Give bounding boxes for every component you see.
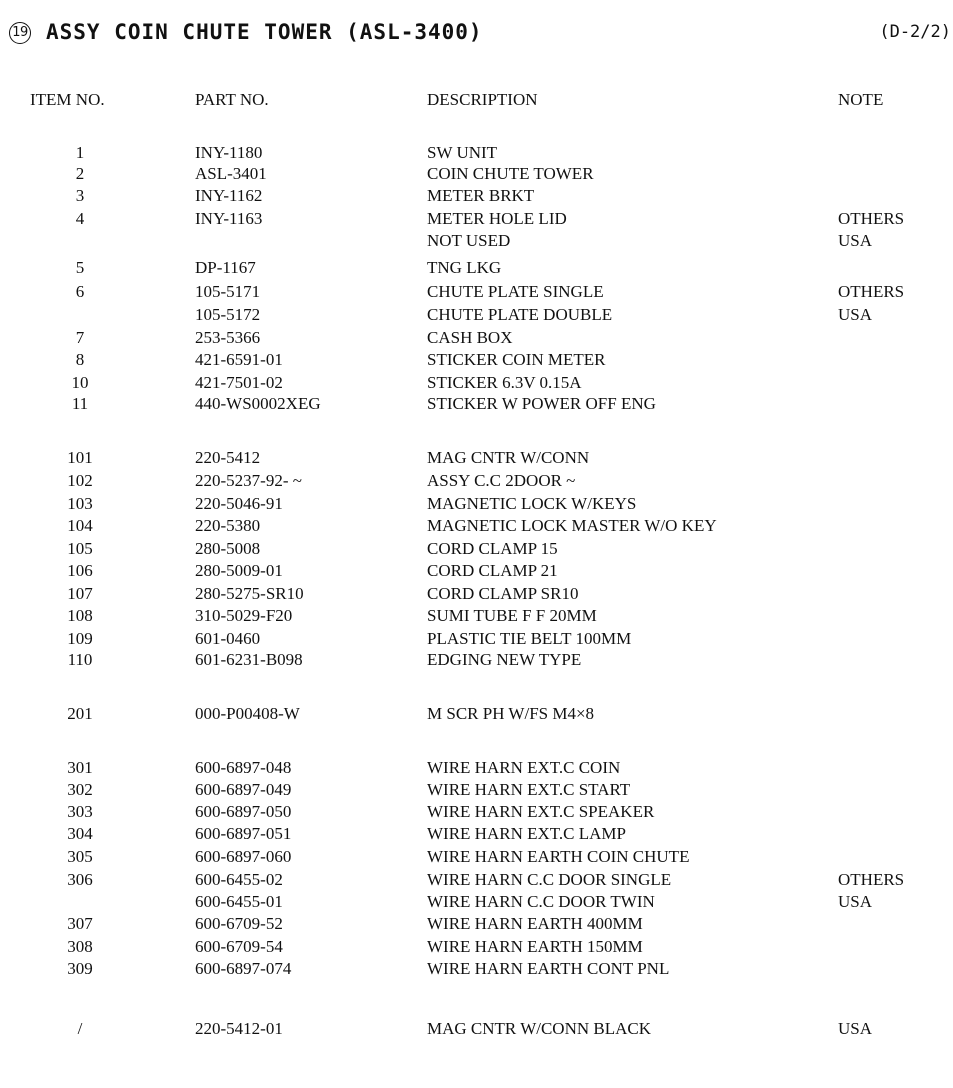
item-no-cell: 307 bbox=[67, 914, 93, 933]
description-cell: MAG CNTR W/CONN BLACK bbox=[427, 1019, 652, 1038]
table-row bbox=[0, 447, 953, 469]
description-cell: MAGNETIC LOCK MASTER W/O KEY bbox=[427, 516, 717, 535]
table-row bbox=[0, 757, 953, 779]
part-no-cell: INY-1180 bbox=[195, 143, 263, 162]
description-cell: WIRE HARN EXT.C SPEAKER bbox=[427, 802, 655, 821]
description-cell: WIRE HARN EXT.C LAMP bbox=[427, 824, 626, 843]
table-row bbox=[0, 913, 953, 935]
part-no-cell: 440-WS0002XEG bbox=[195, 394, 321, 413]
table-row bbox=[0, 281, 953, 303]
description-cell: TNG LKG bbox=[427, 258, 502, 277]
part-no-cell: 220-5412 bbox=[195, 448, 261, 467]
part-no-cell: INY-1162 bbox=[195, 186, 263, 205]
part-no-cell: 280-5009-01 bbox=[195, 561, 283, 580]
item-no-cell: 3 bbox=[75, 186, 85, 205]
description-cell: WIRE HARN EARTH 150MM bbox=[427, 937, 643, 956]
part-no-cell: 105-5171 bbox=[195, 282, 261, 301]
note-cell: OTHERS bbox=[838, 870, 905, 889]
item-no-cell: 4 bbox=[75, 209, 85, 228]
item-no-cell: 5 bbox=[75, 258, 85, 277]
column-header-description: DESCRIPTION bbox=[427, 90, 538, 109]
description-cell: NOT USED bbox=[427, 231, 511, 250]
item-no-cell: 6 bbox=[75, 282, 85, 301]
item-no-cell: 7 bbox=[75, 328, 85, 347]
part-no-cell: DP-1167 bbox=[195, 258, 256, 277]
part-no-cell: 600-6709-52 bbox=[195, 914, 283, 933]
item-no-cell: 304 bbox=[67, 824, 93, 843]
table-row bbox=[0, 869, 953, 891]
item-no-cell: 1 bbox=[75, 143, 85, 162]
table-row bbox=[0, 349, 953, 371]
column-header-part-no: PART NO. bbox=[195, 90, 269, 109]
description-cell: CORD CLAMP SR10 bbox=[427, 584, 579, 603]
item-no-cell: 2 bbox=[75, 164, 85, 183]
part-no-cell: 105-5172 bbox=[195, 305, 261, 324]
note-cell: USA bbox=[838, 305, 873, 324]
table-row bbox=[0, 372, 953, 394]
table-row bbox=[0, 958, 953, 980]
part-no-cell: 600-6897-051 bbox=[195, 824, 292, 843]
item-no-cell: 309 bbox=[67, 959, 93, 978]
description-cell: METER HOLE LID bbox=[427, 209, 567, 228]
description-cell: SUMI TUBE F F 20MM bbox=[427, 606, 597, 625]
description-cell: CORD CLAMP 21 bbox=[427, 561, 558, 580]
table-row bbox=[0, 779, 953, 801]
item-no-cell: 11 bbox=[71, 394, 89, 413]
item-no-cell: 102 bbox=[67, 471, 93, 490]
table-row bbox=[0, 936, 953, 958]
table-row bbox=[0, 823, 953, 845]
note-cell: USA bbox=[838, 892, 873, 911]
item-no-cell: 105 bbox=[67, 539, 93, 558]
page-header bbox=[0, 0, 953, 60]
description-cell: STICKER COIN METER bbox=[427, 350, 606, 369]
part-no-cell: 220-5046-91 bbox=[195, 494, 283, 513]
part-no-cell: 280-5008 bbox=[195, 539, 261, 558]
note-cell: USA bbox=[838, 1019, 873, 1038]
table-row bbox=[0, 493, 953, 515]
description-cell: SW UNIT bbox=[427, 143, 498, 162]
part-no-cell: 600-6897-074 bbox=[195, 959, 292, 978]
description-cell: ASSY C.C 2DOOR ~ bbox=[427, 471, 576, 490]
section-number-badge: 19 bbox=[9, 22, 31, 44]
table-row bbox=[0, 470, 953, 492]
column-header-row bbox=[0, 89, 953, 111]
description-cell: CASH BOX bbox=[427, 328, 513, 347]
note-cell: OTHERS bbox=[838, 282, 905, 301]
table-row bbox=[0, 327, 953, 349]
description-cell: MAG CNTR W/CONN bbox=[427, 448, 590, 467]
description-cell: WIRE HARN EXT.C START bbox=[427, 780, 631, 799]
part-no-cell: ASL-3401 bbox=[195, 164, 267, 183]
part-no-cell: 421-7501-02 bbox=[195, 373, 283, 392]
table-row bbox=[0, 801, 953, 823]
item-no-cell: 103 bbox=[67, 494, 93, 513]
table-row bbox=[0, 163, 953, 185]
part-no-cell: 000-P00408-W bbox=[195, 704, 300, 723]
description-cell: WIRE HARN EARTH COIN CHUTE bbox=[427, 847, 690, 866]
item-no-cell: 308 bbox=[67, 937, 93, 956]
description-cell: CHUTE PLATE DOUBLE bbox=[427, 305, 613, 324]
part-no-cell: 600-6897-060 bbox=[195, 847, 292, 866]
part-no-cell: 600-6455-02 bbox=[195, 870, 283, 889]
part-no-cell: 600-6709-54 bbox=[195, 937, 283, 956]
table-row bbox=[0, 230, 953, 252]
part-no-cell: 601-0460 bbox=[195, 629, 261, 648]
part-no-cell: 220-5237-92- ~ bbox=[195, 471, 302, 490]
table-row bbox=[0, 560, 953, 582]
item-no-cell: 302 bbox=[67, 780, 93, 799]
description-cell: CHUTE PLATE SINGLE bbox=[427, 282, 604, 301]
part-no-cell: 280-5275-SR10 bbox=[195, 584, 304, 603]
item-no-cell: 306 bbox=[67, 870, 93, 889]
page-reference: (D-2/2) bbox=[879, 22, 951, 42]
column-header-note: NOTE bbox=[838, 90, 884, 109]
item-no-cell: 107 bbox=[67, 584, 93, 603]
note-cell: OTHERS bbox=[838, 209, 905, 228]
table-row bbox=[0, 185, 953, 207]
item-no-cell: 305 bbox=[67, 847, 93, 866]
item-no-cell: 303 bbox=[67, 802, 93, 821]
part-no-cell: 600-6897-050 bbox=[195, 802, 292, 821]
item-no-cell: 101 bbox=[67, 448, 93, 467]
item-no-cell: / bbox=[77, 1019, 83, 1038]
table-row bbox=[0, 891, 953, 913]
part-no-cell: 600-6897-048 bbox=[195, 758, 292, 777]
table-row bbox=[0, 257, 953, 279]
table-row bbox=[0, 538, 953, 560]
part-no-cell: 220-5412-01 bbox=[195, 1019, 283, 1038]
part-no-cell: 600-6897-049 bbox=[195, 780, 292, 799]
description-cell: WIRE HARN EARTH 400MM bbox=[427, 914, 643, 933]
part-no-cell: 601-6231-B098 bbox=[195, 650, 303, 669]
description-cell: MAGNETIC LOCK W/KEYS bbox=[427, 494, 637, 513]
item-no-cell: 110 bbox=[67, 650, 93, 669]
note-cell: USA bbox=[838, 231, 873, 250]
part-no-cell: 310-5029-F20 bbox=[195, 606, 293, 625]
table-row bbox=[0, 846, 953, 868]
table-row bbox=[0, 208, 953, 230]
description-cell: PLASTIC TIE BELT 100MM bbox=[427, 629, 632, 648]
description-cell: WIRE HARN C.C DOOR TWIN bbox=[427, 892, 655, 911]
table-row bbox=[0, 605, 953, 627]
part-no-cell: 220-5380 bbox=[195, 516, 261, 535]
description-cell: STICKER W POWER OFF ENG bbox=[427, 394, 656, 413]
item-no-cell: 108 bbox=[67, 606, 93, 625]
part-no-cell: 600-6455-01 bbox=[195, 892, 283, 911]
part-no-cell: 421-6591-01 bbox=[195, 350, 283, 369]
table-row bbox=[0, 628, 953, 650]
item-no-cell: 8 bbox=[75, 350, 85, 369]
item-no-cell: 201 bbox=[67, 704, 93, 723]
item-no-cell: 10 bbox=[71, 373, 89, 392]
item-no-cell: 301 bbox=[67, 758, 93, 777]
page-title: ASSY COIN CHUTE TOWER (ASL-3400) bbox=[46, 20, 483, 44]
table-row bbox=[0, 142, 953, 164]
description-cell: WIRE HARN EXT.C COIN bbox=[427, 758, 621, 777]
description-cell: WIRE HARN C.C DOOR SINGLE bbox=[427, 870, 672, 889]
table-row bbox=[0, 393, 953, 415]
column-header-item-no: ITEM NO. bbox=[30, 90, 105, 109]
part-no-cell: 253-5366 bbox=[195, 328, 261, 347]
item-no-cell: 106 bbox=[67, 561, 93, 580]
description-cell: STICKER 6.3V 0.15A bbox=[427, 373, 582, 392]
table-row bbox=[0, 515, 953, 537]
description-cell: WIRE HARN EARTH CONT PNL bbox=[427, 959, 670, 978]
description-cell: CORD CLAMP 15 bbox=[427, 539, 558, 558]
description-cell: METER BRKT bbox=[427, 186, 535, 205]
table-row bbox=[0, 703, 953, 725]
table-row bbox=[0, 304, 953, 326]
table-row bbox=[0, 649, 953, 671]
description-cell: EDGING NEW TYPE bbox=[427, 650, 582, 669]
item-no-cell: 104 bbox=[67, 516, 93, 535]
table-row bbox=[0, 583, 953, 605]
part-no-cell: INY-1163 bbox=[195, 209, 263, 228]
item-no-cell: 109 bbox=[67, 629, 93, 648]
description-cell: COIN CHUTE TOWER bbox=[427, 164, 594, 183]
table-row bbox=[0, 1018, 953, 1040]
description-cell: M SCR PH W/FS M4×8 bbox=[427, 704, 595, 723]
